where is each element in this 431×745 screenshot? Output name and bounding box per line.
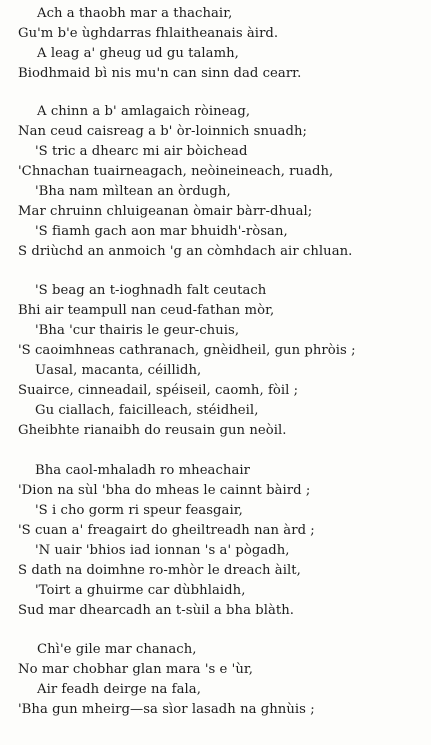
poem-line: Nan ceud caisreag a b' òr-loinnich snuadh; — [18, 124, 307, 139]
poem-line: 'Bha 'cur thairis le geur-chuis, — [35, 323, 240, 338]
poem-line: 'Dion na sùl 'bha do mheas le cainnt bàird ; — [18, 483, 311, 498]
poem-line: 'S caoimhneas cathranach, gnèidheil, gun phròis ; — [18, 343, 356, 358]
poem-line: 'S beag an t-ioghnadh falt ceutach — [35, 283, 267, 298]
poem-line: No mar chobhar glan mara 's e 'ùr, — [18, 662, 254, 677]
poem-line: Air feadh deirge na fala, — [37, 682, 201, 697]
poem-line: 'N uair 'bhios iad ionnan 's a' pògadh, — [35, 543, 290, 558]
poem-line: Mar chruinn chluigeanan òmair bàrr-dhual; — [18, 204, 313, 219]
poem-line: Bha caol-mhaladh ro mheachair — [35, 463, 250, 478]
poem-line: Uasal, macanta, céillidh, — [35, 363, 202, 378]
poem-line: 'Bha gun mheirg—sa sìor lasadh na ghnùis ; — [18, 702, 315, 717]
poem-line: Gheibhte rianaibh do reusain gun neòil. — [18, 423, 287, 438]
poem-line: 'S cuan a' freagairt do gheiltreadh nan àrd ; — [18, 523, 315, 538]
poem-line: 'Chnachan tuairneagach, neòineineach, ruadh, — [18, 164, 334, 179]
poem-line: Sud mar dhearcadh an t-sùil a bha blàth. — [18, 603, 295, 618]
poem-line: 'S fiamh gach aon mar bhuidh'-ròsan, — [35, 224, 288, 239]
poem-line: Suairce, cinneadail, spéiseil, caomh, fòil ; — [18, 383, 299, 398]
poem-line: Bhi air teampull nan ceud-fathan mòr, — [18, 303, 275, 318]
poem-line: 'S i cho gorm ri speur feasgair, — [35, 503, 243, 518]
poem-line: 'Toirt a ghuirme car dùbhlaidh, — [35, 583, 246, 598]
poem-line: Gu ciallach, faicilleach, stéidheil, — [35, 403, 259, 418]
poem-line: S driùchd an anmoich 'g an còmhdach air chluan. — [18, 244, 353, 259]
poem-line: S dath na doimhne ro-mhòr le dreach àilt, — [18, 563, 301, 578]
poem-line: Biodhmaid bì nis mu'n can sinn dad cearr. — [18, 66, 302, 81]
poem-line: A leag a' gheug ud gu talamh, — [37, 46, 239, 61]
poem-line: 'S tric a dhearc mi air bòichead — [35, 144, 248, 159]
poem-line: Chì'e gile mar chanach, — [37, 642, 197, 657]
poem-line: Gu'm b'e ùghdarras fhlaitheanais àird. — [18, 26, 279, 41]
poem-line: 'Bha nam mìltean an òrdugh, — [35, 184, 231, 199]
poem-line: Ach a thaobh mar a thachair, — [37, 6, 233, 21]
poem-line: A chinn a b' amlagaich ròineag, — [37, 104, 251, 119]
